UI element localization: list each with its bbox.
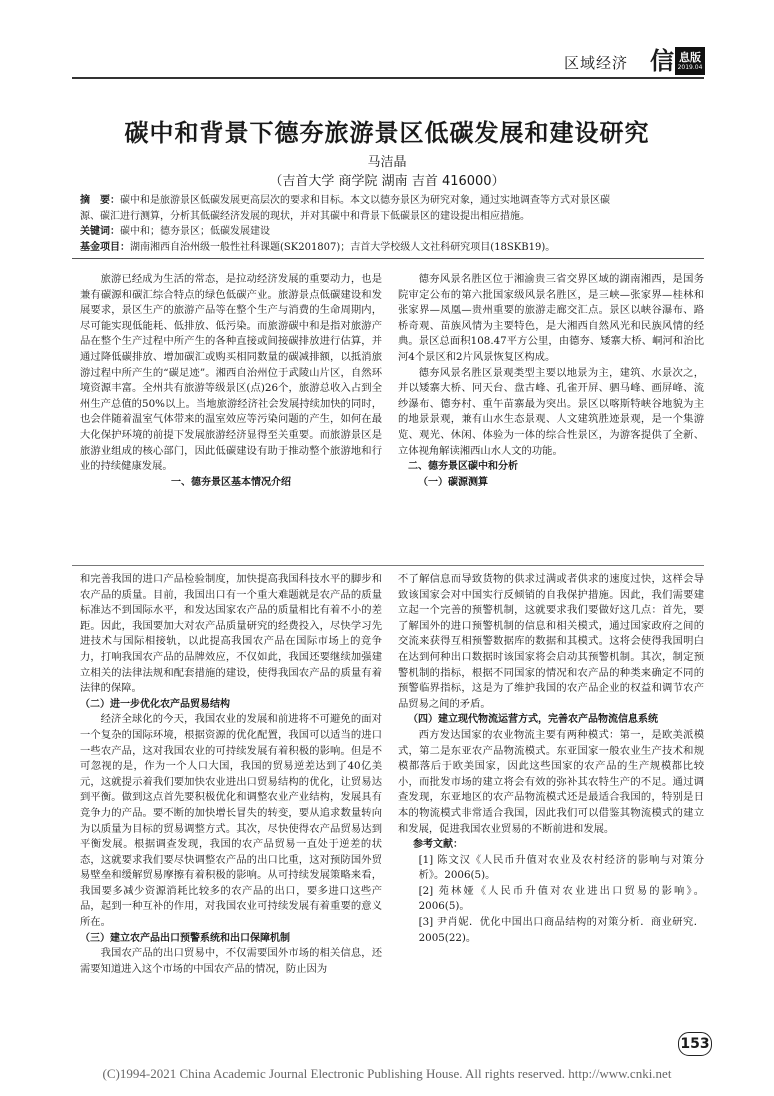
logo-text: 息版 <box>679 50 701 64</box>
abstract-label: 摘 要： <box>80 195 120 206</box>
upper-right-column <box>398 272 704 490</box>
author-affiliation: （吉首大学 商学院 湖南 吉首 416000） <box>269 174 505 189</box>
abstract <box>80 193 705 255</box>
section-heading-1: 一、德夯景区基本情况介绍 <box>171 476 291 488</box>
reference-item: [2] 苑林娅《人民币升值对农业进出口贸易的影响》。2006(5)。 <box>418 884 704 913</box>
abstract-rule <box>72 258 704 259</box>
paragraph-scenic-area: 德夯风景名胜区位于湘渝贵三省交界区域的湖南湘西，是国务院审定公布的第六批国家级风景名胜区，是三峡—张家界—桂林和张家界—凤凰—贵州重要的旅游走廊交汇点。景区以峡谷瀑布、路桥奇观、苗族风情为主要特色，是大湘西自然风光和民族风情的经典。景区总面积108.47平方公里，由德夯、矮寨大桥、峒河和治比河4个景区和2片风景恢复区构成。 <box>398 273 704 363</box>
abstract-text-line1: 碳中和是旅游景区低碳发展更高层次的要求和目标。本文以德夯景区为研究对象，通过实地调查等方式对景区碳 <box>120 195 610 206</box>
section-heading-2: 二、德夯景区碳中和分析 <box>408 461 518 473</box>
paragraph-logistics: 西方发达国家的农业物流主要有两种模式：第一，是欧美派模式，第二是东亚农产品物流模式。东亚国家一般农业生产技术和规模都落后于欧美国家，因此这些国家的农产品的生产规模都比较小，而批发市场的建立将会有效的弥补其农特生产的不足。通过调查发现，东亚地区的农产品物流模式还是最适合我国的，特别是日本的物流模式非常适合我国，因此我们可以借鉴其物流模式的建立和发展，促进我国农业贸易的不断前进和发展。 <box>398 728 704 835</box>
logo-character: 信 <box>650 47 674 75</box>
page-number: 153 <box>678 1032 712 1056</box>
paper-title: 碳中和背景下德夯旅游景区低碳发展和建设研究 <box>124 119 650 147</box>
lower-right-column <box>398 572 704 946</box>
reference-item: [3] 尹肖妮．优化中国出口商品结构的对策分析．商业研究．2005(22)。 <box>418 916 704 944</box>
journal-section-label: 区域经济 <box>564 54 629 72</box>
keywords-label: 关键词： <box>80 226 120 237</box>
fund-text: 湖南湘西自治州级一般性社科课题(SK201807)；吉首大学校级人文社科研究项目(18SKB19)。 <box>130 241 556 253</box>
subsection-heading-trade-structure: （二）进一步优化农产品贸易结构 <box>80 698 230 710</box>
paragraph-landscape: 德夯风景名胜区景观类型主要以地景为主，建筑、水景次之，并以矮寨大桥、冋天台、盘古峰、孔雀开屏、驷马峰、画屏峰、流纱瀑布、德夯村、重午苗寨最为突出。景区以喀斯特峡谷地貌为主的地景景观，兼有山水生态景观、人文建筑胜迹景观，是一个集游览、观光、休闲、体验为一体的综合性景区，为游客提供了全新、立体视角解读湘西山水人文的功能。 <box>398 366 704 457</box>
paragraph-trade-structure: 经济全球化的今天，我国农业的发展和前进将不可避免的面对一个复杂的国际环境，根据资源的优化配置，我国可以适当的进口一些农产品，这对我国农业的可持续发展有着积极的影响。但是不可忽视的是，作为一个人口大国，我国的贸易逆差达到了40亿美元，这就提示着我们要加快农业进出口贸易结构的优化，让贸易达到平衡。做到这点首先要积极优化和调整农业产业结构，发展具有竞争力的产品。要不断的加快增长冒失的转变，要从追求数量转向为以质量为目标的贸易调整方式。其次，尽快使得农产品贸易达到平衡发展。根据调查发现，我国的农产品贸易一直处于逆差的状态，这就要求我们要尽快调整农产品的出口比重，这对预防国外贸易壁垒和缓解贸易摩擦有着积极的影响。从可持续发展策略来看，我国要多减少资源消耗比较多的农产品的出口，要多进口这些产品，起到一种互补的作用，对我国农业可持续发展有着重要的意义所在。 <box>80 713 382 929</box>
copyright-footer: (C)1994-2021 China Academic Journal Electronic Publishing House. All rights reserved. http://www.cnki.net <box>102 1066 672 1081</box>
lower-left-column <box>80 572 382 977</box>
paragraph-warning-continued: 不了解信息而导致货物的供求过满或者供求的速度过快，这样会导致该国家会对中国实行反倾销的自我保护措施。因此，我们需要建立起一个完善的预警机制，这就要求我们要做好这几点：首先，要了解国外的进口预警机制的信息和相关模式，通过国家政府之间的交流来获得互相预警数据库的数据和其模式。这将会使得我国明白在达到何种出口数据时该国家将会启动其预警机制。其次，制定预警机制的指标，根据不同国家的情况和农产品的种类来确定不同的预警临界指标，这是为了维护我国的农产品企业的权益和调节农产品贸易之间的矛盾。 <box>398 573 704 710</box>
journal-logo <box>650 46 706 76</box>
article-divider <box>72 565 704 566</box>
abstract-text-line2: 源、碳汇进行测算，分析其低碳经济发展的现状，并对其碳中和背景下低碳景区的建设提出相应措施。 <box>80 210 530 222</box>
logo-box <box>675 47 705 75</box>
subsection-heading-carbon-source: （一）碳源测算 <box>418 476 488 488</box>
references-heading: 参考文献： <box>413 839 463 851</box>
logo-date: 2019.04 <box>677 63 703 71</box>
author-name: 马洁晶 <box>367 155 407 170</box>
keywords: 碳中和；德夯景区；低碳发展建设 <box>120 226 270 237</box>
paragraph-continued: 和完善我国的进口产品检验制度，加快提高我国科技水平的脚步和农产品的质量。目前，我国出口有一个重大难题就是农产品的质量标准达不到国际水平，和发达国家农产品的质量相比有着不小的差距。因此，我国要加大对农产品质量研究的经费投入，尽快学习先进技术与国际相接轨，以此提高我国农产品在国际市场上的竞争力，打响我国农产品的品牌效应，不仅如此，我国还要继续加强建立相关的法律法规和配套措施的建设，使得我国农产品的质量有着法律的保障。 <box>80 573 382 695</box>
paragraph-early-warning: 我国农产品的出口贸易中，不仅需要国外市场的相关信息，还需要知道进入这个市场的中国农产品的情况，防止因为 <box>80 947 382 975</box>
reference-item: [1] 陈文汉《人民币升值对农业及农村经济的影响与对策分析》。2006(5)。 <box>418 853 704 882</box>
fund-label: 基金项目： <box>80 241 130 253</box>
upper-left-column <box>80 272 382 490</box>
subsection-heading-logistics: （四）建立现代物流运营方式，完善农产品物流信息系统 <box>408 714 658 726</box>
intro-paragraph: 旅游已经成为生活的常态，是拉动经济发展的重要动力，也是兼有碳源和碳汇综合特点的绿色低碳产业。旅游景点低碳建设和发展要求，景区生产的旅游产品等在整个生产与消费的生命周期内，尽可能实现低能耗、低排放、低污染。而旅游碳中和是指对旅游产品在整个生产过程中所产生的各种直接或间接碳排放进行估算，并通过降低碳排放、增加碳汇或购买相同数量的碳减排额，以抵消旅游过程中所产生的“碳足迹”。湘西自治州位于武陵山片区，自然环境资源丰富。全州共有旅游等级景区(点)26个，旅游总收入占到全州生产总值的50%以上。当地旅游经济社会发展持续加快的同时，也会伴随着温室气体带来的温室效应等污染问题的产生，如何在最大化保护环境的前提下发展旅游经济显得至关重要。而旅游景区是旅游业组成的核心部门，因此低碳建设有助于推动整个旅游地和行业的持续健康发展。 <box>80 273 382 473</box>
subsection-heading-early-warning: （三）建立农产品出口预警系统和出口保障机制 <box>80 932 290 944</box>
header-rule <box>72 77 704 79</box>
